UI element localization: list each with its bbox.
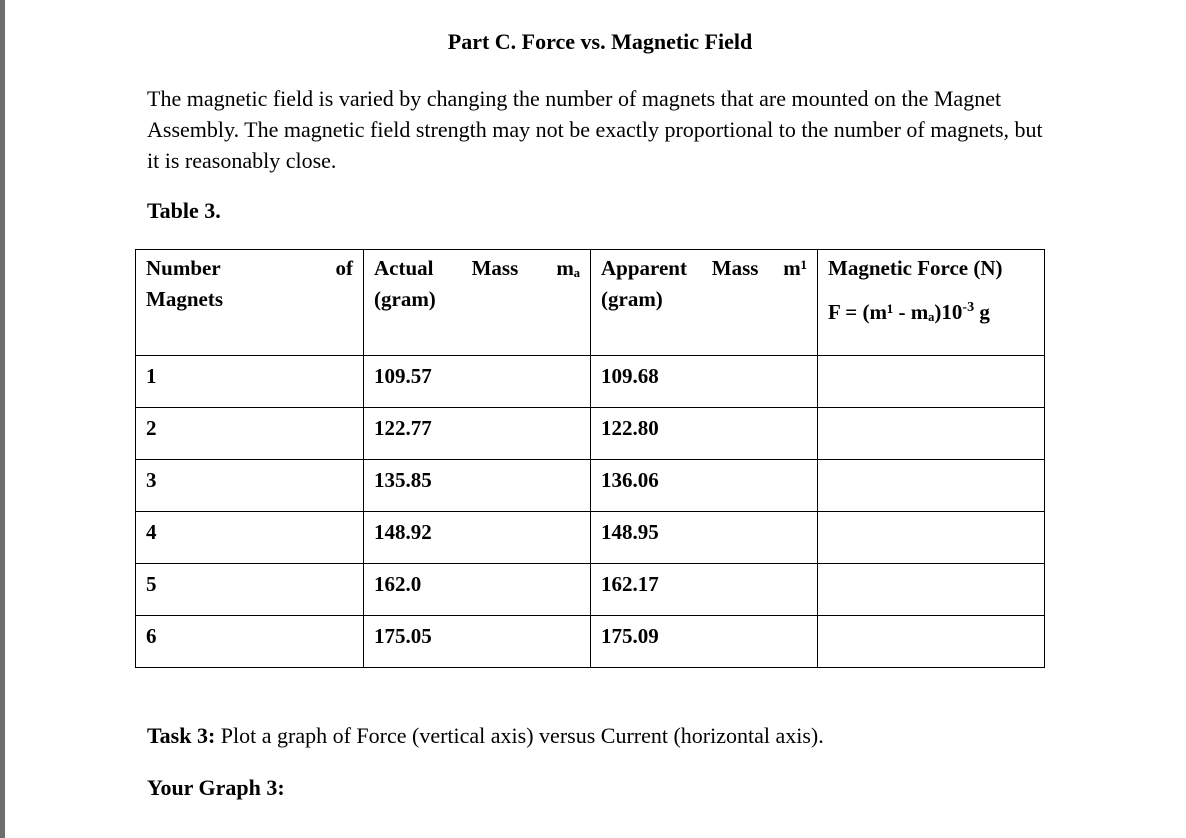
task-text: Plot a graph of Force (vertical axis) versus Current (horizontal axis). bbox=[215, 723, 824, 748]
header-text: Number bbox=[146, 256, 221, 280]
cell-actual-mass: 175.05 bbox=[364, 616, 591, 668]
table-header-row bbox=[136, 250, 1045, 356]
cell-magnets: 1 bbox=[136, 356, 364, 408]
cell-apparent-mass: 109.68 bbox=[591, 356, 818, 408]
task-instruction bbox=[147, 723, 824, 749]
cell-force[interactable] bbox=[818, 408, 1045, 460]
header-number-of-magnets bbox=[136, 250, 364, 356]
cell-force[interactable] bbox=[818, 512, 1045, 564]
cell-force[interactable] bbox=[818, 460, 1045, 512]
table-row bbox=[136, 512, 1045, 564]
cell-actual-mass: 122.77 bbox=[364, 408, 591, 460]
window-left-edge bbox=[0, 0, 5, 838]
cell-actual-mass: 135.85 bbox=[364, 460, 591, 512]
header-text: m¹ bbox=[783, 256, 807, 280]
table-row bbox=[136, 616, 1045, 668]
intro-paragraph: The magnetic field is varied by changing the number of magnets that are mounted on the Magnet Assembly. The magnetic field strength may not be exactly proportional to the number of magnets, but it is reasonably close. bbox=[147, 86, 1043, 173]
cell-magnets: 5 bbox=[136, 564, 364, 616]
cell-apparent-mass: 148.95 bbox=[591, 512, 818, 564]
formula-text: F = (m¹ - mₐ)10 bbox=[828, 300, 963, 324]
graph-label: Your Graph 3: bbox=[147, 775, 285, 800]
table-row bbox=[136, 408, 1045, 460]
cell-actual-mass: 109.57 bbox=[364, 356, 591, 408]
header-text: Apparent bbox=[601, 256, 687, 280]
cell-magnets: 3 bbox=[136, 460, 364, 512]
header-text: Mass bbox=[471, 256, 519, 280]
cell-apparent-mass: 175.09 bbox=[591, 616, 818, 668]
header-text: Mass bbox=[711, 256, 759, 280]
header-text: Magnetic Force (N) bbox=[828, 256, 1003, 280]
cell-actual-mass: 162.0 bbox=[364, 564, 591, 616]
cell-magnets: 6 bbox=[136, 616, 364, 668]
section-title: Part C. Force vs. Magnetic Field bbox=[447, 29, 753, 54]
magnet-data-table bbox=[135, 249, 1045, 668]
header-text: Magnets bbox=[146, 287, 223, 311]
header-text: (gram) bbox=[374, 287, 436, 311]
header-text: mₐ bbox=[556, 256, 580, 280]
table-row bbox=[136, 460, 1045, 512]
header-apparent-mass bbox=[591, 250, 818, 356]
header-text: (gram) bbox=[601, 287, 663, 311]
cell-magnets: 2 bbox=[136, 408, 364, 460]
task-label: Task 3: bbox=[147, 723, 216, 748]
header-actual-mass bbox=[364, 250, 591, 356]
cell-force[interactable] bbox=[818, 564, 1045, 616]
table-row bbox=[136, 356, 1045, 408]
header-text: Actual bbox=[374, 256, 434, 280]
cell-force[interactable] bbox=[818, 616, 1045, 668]
cell-force[interactable] bbox=[818, 356, 1045, 408]
cell-apparent-mass: 162.17 bbox=[591, 564, 818, 616]
cell-actual-mass: 148.92 bbox=[364, 512, 591, 564]
formula-exponent: -3 bbox=[962, 300, 975, 315]
header-magnetic-force bbox=[818, 250, 1045, 356]
header-text: of bbox=[335, 256, 353, 280]
force-formula bbox=[828, 292, 1034, 328]
cell-apparent-mass: 136.06 bbox=[591, 460, 818, 512]
table-row bbox=[136, 564, 1045, 616]
cell-apparent-mass: 122.80 bbox=[591, 408, 818, 460]
cell-magnets: 4 bbox=[136, 512, 364, 564]
formula-text: g bbox=[974, 300, 990, 324]
table-label: Table 3. bbox=[147, 198, 221, 223]
